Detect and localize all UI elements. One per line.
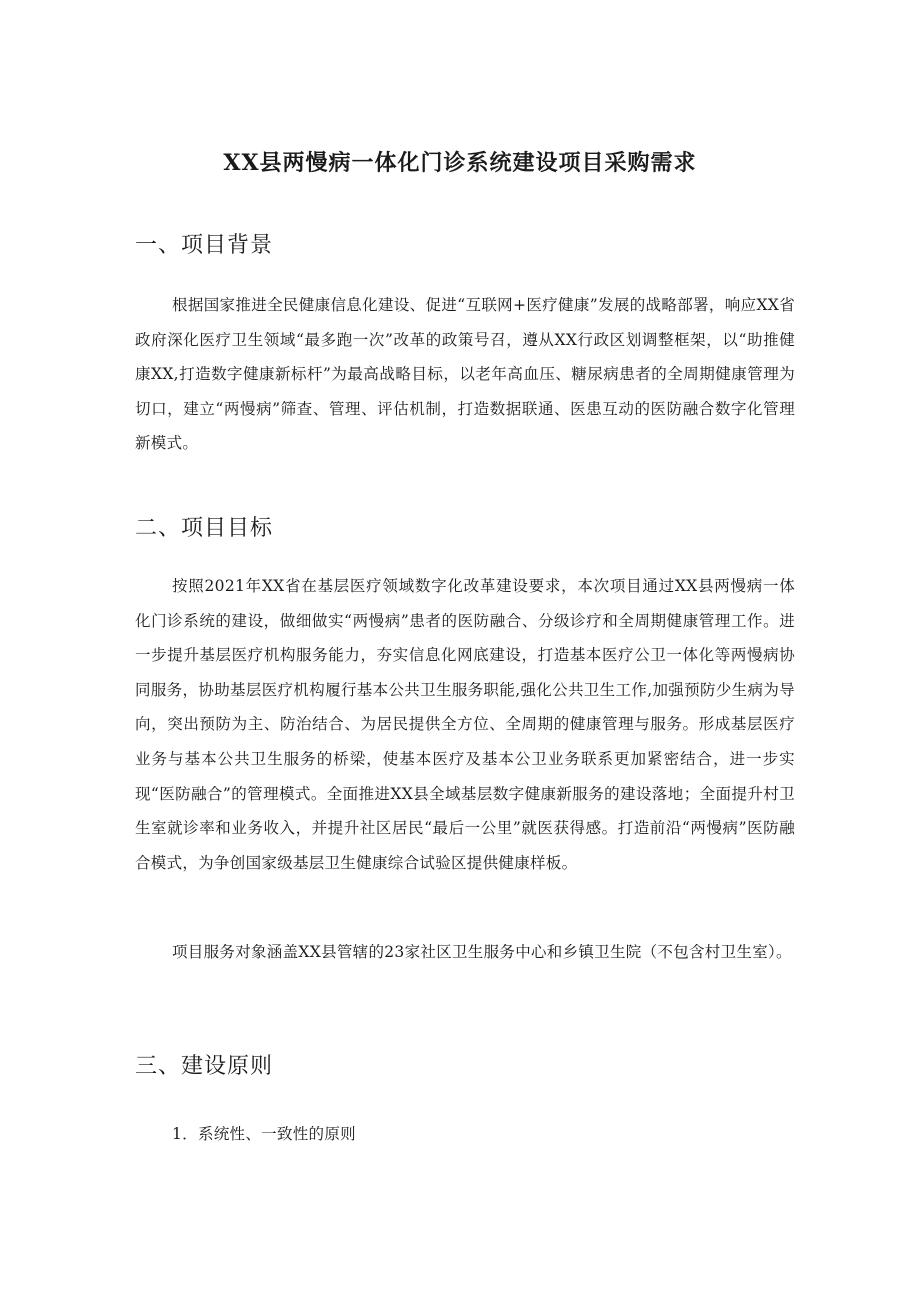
section-heading-background: 一、项目背景 (135, 233, 274, 258)
objectives-paragraph-1: 按照2021年XX省在基层医疗领域数字化改革建设要求，本次项目通过XX县两慢病一体化门诊系统的建设，做细做实“两慢病”患者的医防融合、分级诊疗和全周期健康管理工作。进一步提升基层医疗机构服务能力，夯实信息化网底建设，打造基本医疗公卫一体化等两慢病协同服务，协助基层医疗机构履行基本公共卫生服务职能,强化公共卫生工作,加强预防少生病为导向，突出预防为主、防治结合、为居民提供全方位、全周期的健康管理与服务。形成基层医疗业务与基本公共卫生服务的桥梁，使基本医疗及基本公卫业务联系更加紧密结合，进一步实现“医防融合”的管理模式。全面推进XX县全域基层数字健康新服务的建设落地；全面提升村卫生室就诊率和业务收入，并提升社区居民“最后一公里”就医获得感。打造前沿“两慢病”医防融合模式，为争创国家级基层卫生健康综合试验区提供健康样板。 (135, 577, 795, 872)
section-heading-objectives: 二、项目目标 (135, 516, 274, 541)
objectives-paragraph-2: 项目服务对象涵盖XX县管辖的23家社区卫生服务中心和乡镇卫生院（不包含村卫生室）。 (172, 943, 792, 961)
background-paragraph: 根据国家推进全民健康信息化建设、促进“互联网+医疗健康”发展的战略部署，响应XX省政府深化医疗卫生领域“最多跑一次”改革的政策号召，遵从XX行政区划调整框架，以“助推健康XX,打造数字健康新标杆”为最高战略目标，以老年高血压、糖尿病患者的全周期健康管理为切口，建立“两慢病”筛查、管理、评估机制，打造数据联通、医患互动的医防融合数字化管理新模式。 (135, 296, 795, 453)
section-heading-principles: 三、建设原则 (135, 1054, 274, 1079)
document-title: XX县两慢病一体化门诊系统建设项目采购需求 (223, 150, 697, 176)
principle-item-1: 1．系统性、一致性的原则 (172, 1125, 356, 1143)
